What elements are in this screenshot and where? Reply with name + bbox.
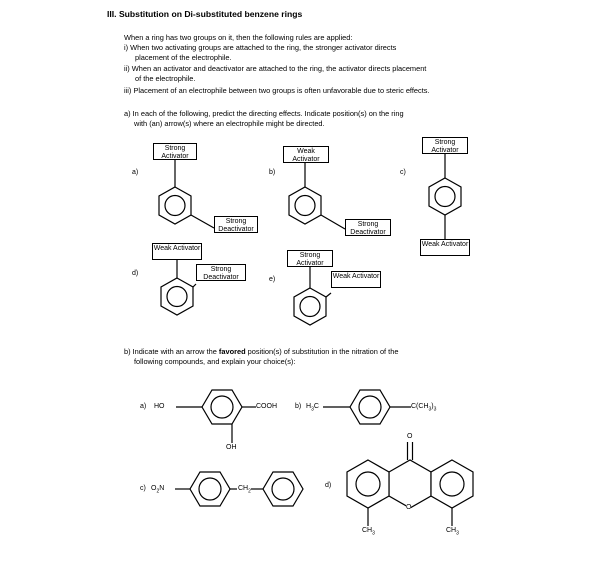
substituent-box-b-bottom[interactable]: Strong Deactivator xyxy=(345,219,391,236)
substituent-box-e-top[interactable]: Strong Activator xyxy=(287,250,333,267)
rule-2-line-2: of the electrophile. xyxy=(135,74,196,83)
substituent-box-d-top[interactable]: Weak Activator xyxy=(152,243,202,260)
part-b-label-c: c) xyxy=(140,485,146,492)
compound-a-right-substituent: COOH xyxy=(256,403,277,410)
part-b-instruction-line-2: following compounds, and explain your choice(s): xyxy=(134,357,296,366)
substituent-box-a-top[interactable]: Strong Activator xyxy=(153,143,197,160)
substituent-box-d-side[interactable]: Strong Deactivator xyxy=(196,264,246,281)
part-a-instruction-line-1: a) In each of the following, predict the directing effects. Indicate position(s) on the ring xyxy=(124,109,404,118)
part-b-label-b: b) xyxy=(295,403,302,410)
compound-b-left-substituent: $H_3C$ xyxy=(306,403,319,413)
part-b-label-a: a) xyxy=(140,403,147,410)
rule-2-line-1: ii) When an activator and deactivator are attached to the ring, the activator directs placement xyxy=(124,64,427,73)
part-b-label-d: d) xyxy=(325,482,332,489)
substituent-box-e-side[interactable]: Weak Activator xyxy=(331,271,381,288)
part-a-label-c: c) xyxy=(400,169,406,176)
compound-d-right-methyl: $CH_3$ xyxy=(446,527,459,537)
part-a-instruction-line-2: with (an) arrow(s) where an electrophile might be directed. xyxy=(134,119,325,128)
compound-c-methylene-bridge: $CH_2$ xyxy=(238,485,251,495)
part-a-label-a: a) xyxy=(132,169,139,176)
rule-3: iii) Placement of an electrophile between two groups is often unfavorable due to steric effects. xyxy=(124,86,430,95)
part-b-instruction-line-1: b) Indicate with an arrow the favored position(s) of substitution in the nitration of the xyxy=(124,347,399,356)
compound-d-tricycle xyxy=(347,442,473,526)
compound-b-right-substituent: $C(CH_3)_3$ xyxy=(411,403,437,413)
rule-1-line-2: placement of the electrophile. xyxy=(135,53,232,62)
compound-a-ring xyxy=(176,390,256,443)
substituent-box-a-bottom[interactable]: Strong Deactivator xyxy=(214,216,258,233)
substituent-box-c-top[interactable]: Strong Activator xyxy=(422,137,468,154)
part-a-label-e: e) xyxy=(269,276,276,283)
part-b-favored-emphasis: favored xyxy=(218,347,246,356)
compound-c-nitro-group: $O_2N$ xyxy=(151,485,165,495)
compound-a-left-substituent: HO xyxy=(154,403,165,410)
substituent-box-b-top[interactable]: Weak Activator xyxy=(283,146,329,163)
section-title: III. Substitution on Di-substituted benzene rings xyxy=(107,9,303,19)
compound-d-left-methyl: $CH_3$ xyxy=(362,527,375,537)
compound-d-ring-oxygen: O xyxy=(406,504,412,511)
substituent-box-c-bottom[interactable]: Weak Activator xyxy=(420,239,470,256)
compound-a-bottom-substituent: OH xyxy=(226,444,237,451)
part-a-label-b: b) xyxy=(269,169,276,176)
part-a-label-d: d) xyxy=(132,270,139,277)
rules-intro: When a ring has two groups on it, then the following rules are applied: xyxy=(124,33,353,42)
compound-b-ring xyxy=(323,390,411,424)
rule-1-line-1: i) When two activating groups are attached to the ring, the stronger activator directs xyxy=(124,43,397,52)
compound-d-carbonyl-oxygen: O xyxy=(407,433,413,440)
